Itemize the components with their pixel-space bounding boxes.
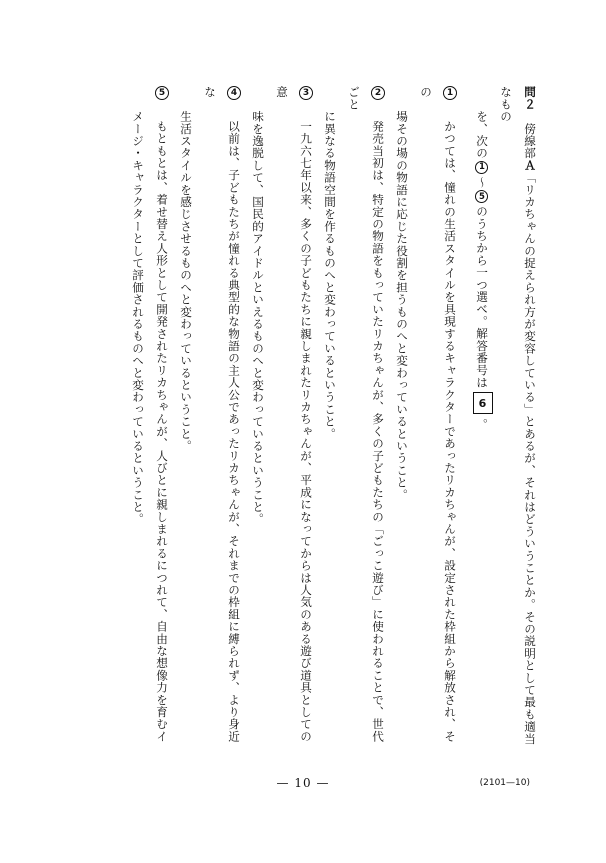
option-1-line1: 1 かつては、憧れの生活スタイルを具現するキャラクターであったリカちゃんが、設定された枠組から解放され、その (419, 86, 457, 743)
option-1-number: 1 (445, 87, 455, 99)
underline-mark: Ａ (523, 159, 537, 172)
option-ref-start: 1 (477, 162, 487, 174)
option-1-line2: 場その場の物語に応じた役割を担うものへと変わっているということ。 (395, 110, 409, 501)
option-4-line1: 4 以前は、子どもたちが憧れる典型的な物語の主人公であったリカちゃんが、それまでの枠組に縛られず、より身近な (203, 86, 241, 743)
question-intro-line1: 問２ 傍線部Ａ「リカちゃんの捉えられ方が変容している」とあるが、それはどういうことか。その説明として最も適当なもの (499, 86, 537, 745)
option-3-line2: 味を逸脱して、国民的アイドルといえるものへと変わっているということ。 (251, 110, 265, 526)
option-3-number: 3 (301, 87, 311, 99)
answer-number-box: 6 (473, 392, 493, 414)
option-3-line1: 3 一九六七年以来、多くの子どもたちに親しまれたリカちゃんが、平成になってからは人気のある遊び道具としての意 (275, 86, 313, 743)
option-4-line2: 生活スタイルを感じさせるものへと変わっているということ。 (179, 110, 193, 453)
option-2-line2: に異なる物語空間を作るものへと変わっているということ。 (323, 110, 337, 440)
question-block (126, 86, 542, 746)
option-5-number: 5 (157, 87, 167, 99)
option-5-line1: 5 もともとは、着せ替え人形として開発されたリカちゃんが、人びとに親しまれるにつれて、自由な想像力を育むイ (155, 87, 169, 743)
page-number: — 10 — (276, 776, 330, 790)
option-2-line1: 2 発売当初は、特定の物語をもっていたリカちゃんが、多くの子どもたちの「ごっこ遊び」に使われることで、世代ごと (347, 86, 385, 743)
question-label: 問２ (523, 86, 537, 111)
page-code: (2101—10) (479, 778, 530, 788)
option-4-number: 4 (229, 87, 239, 99)
option-5-line2: メージ・キャラクターとして評価されるものへと変わっているということ。 (131, 110, 145, 526)
question-intro-line2: を、次の1〜5のうちから一つ選べ。解答番号は6。 (470, 86, 494, 746)
option-ref-end: 5 (477, 191, 487, 203)
option-2-number: 2 (373, 87, 383, 99)
